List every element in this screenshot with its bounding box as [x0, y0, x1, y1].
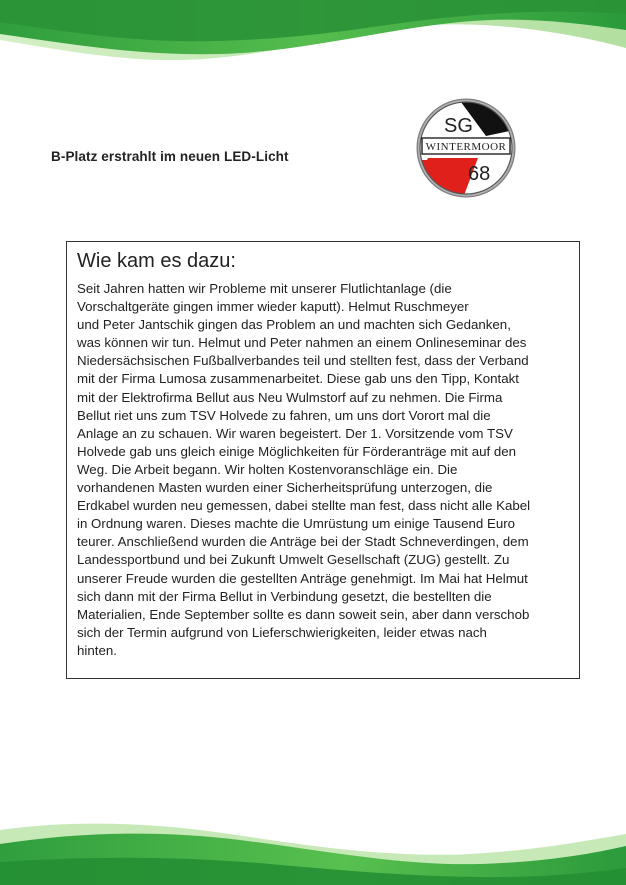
- article-line: was können wir tun. Helmut und Peter nahmen an einem Onlineseminar des: [77, 335, 527, 351]
- logo-bottom-text: 68: [468, 163, 491, 185]
- article-line: Erdkabel wurden neu gemessen, dabei stellte man fest, dass nicht alle Kabel: [77, 498, 531, 514]
- article-line: mit der Elektrofirma Bellut aus Neu Wulmstorf auf zu nehmen. Die Firma: [77, 389, 503, 405]
- article-line: sich dann mit der Firma Bellut in Verbindung gesetzt, die bestellten die: [77, 588, 492, 604]
- article-line: Anlage an zu schauen. Wir waren begeistert. Der 1. Vorsitzende vom TSV: [77, 425, 513, 441]
- article-box: [66, 241, 580, 679]
- logo-middle-text: WINTERMOOR: [425, 141, 507, 153]
- article-line: mit der Firma Lumosa zusammenarbeitet. Diese gab uns den Tipp, Kontakt: [77, 371, 519, 387]
- article-line: hinten.: [77, 642, 117, 658]
- article-line: Seit Jahren hatten wir Probleme mit unserer Flutlichtanlage (die: [77, 281, 452, 296]
- club-logo: [408, 98, 524, 198]
- headline: B-Platz erstrahlt im neuen LED-Licht: [51, 149, 289, 164]
- article-line: und Peter Jantschik gingen das Problem an und machten sich Gedanken,: [77, 317, 511, 333]
- article-heading: Wie kam es dazu:: [77, 250, 236, 272]
- article-line: Bellut riet uns zum TSV Holvede zu fahren, um uns dort Vorort mal die: [77, 407, 491, 423]
- article-line: in Ordnung waren. Dieses machte die Umrüstung um einige Tausend Euro: [77, 516, 516, 532]
- article-line: Holvede gab uns gleich einige Möglichkeiten für Förderanträge mit auf den: [77, 443, 517, 459]
- article-line: sich der Termin aufgrund von Lieferschwierigkeiten, leider etwas nach: [77, 624, 487, 640]
- article-line: Weg. Die Arbeit begann. Wir holten Kostenvoranschläge ein. Die: [77, 461, 458, 477]
- article-line: teurer. Anschließend wurden die Anträge bei der Stadt Schneverdingen, dem: [77, 534, 529, 550]
- article-line: vorhandenen Masten wurden einer Sicherheitsprüfung unterzogen, die: [77, 480, 493, 496]
- article-line: Landessportbund und bei Zukunft Umwelt Gesellschaft (ZUG) gestellt. Zu: [77, 552, 510, 568]
- top-wave-decoration: [0, 0, 626, 80]
- bottom-wave-decoration: [0, 800, 626, 885]
- article-line: Materialien, Ende September sollte es dann soweit sein, aber dann verschob: [77, 606, 530, 622]
- article-line: Niedersächsischen Fußballverbandes teil und stellten fest, dass der Verband: [77, 353, 529, 369]
- article-body: [77, 280, 571, 660]
- article-line: Vorschaltgeräte gingen immer wieder kaputt). Helmut Ruschmeyer: [77, 299, 469, 315]
- logo-top-text: SG: [444, 115, 473, 137]
- article-line: unserer Freude wurden die gestellten Anträge genehmigt. Im Mai hat Helmut: [77, 570, 528, 586]
